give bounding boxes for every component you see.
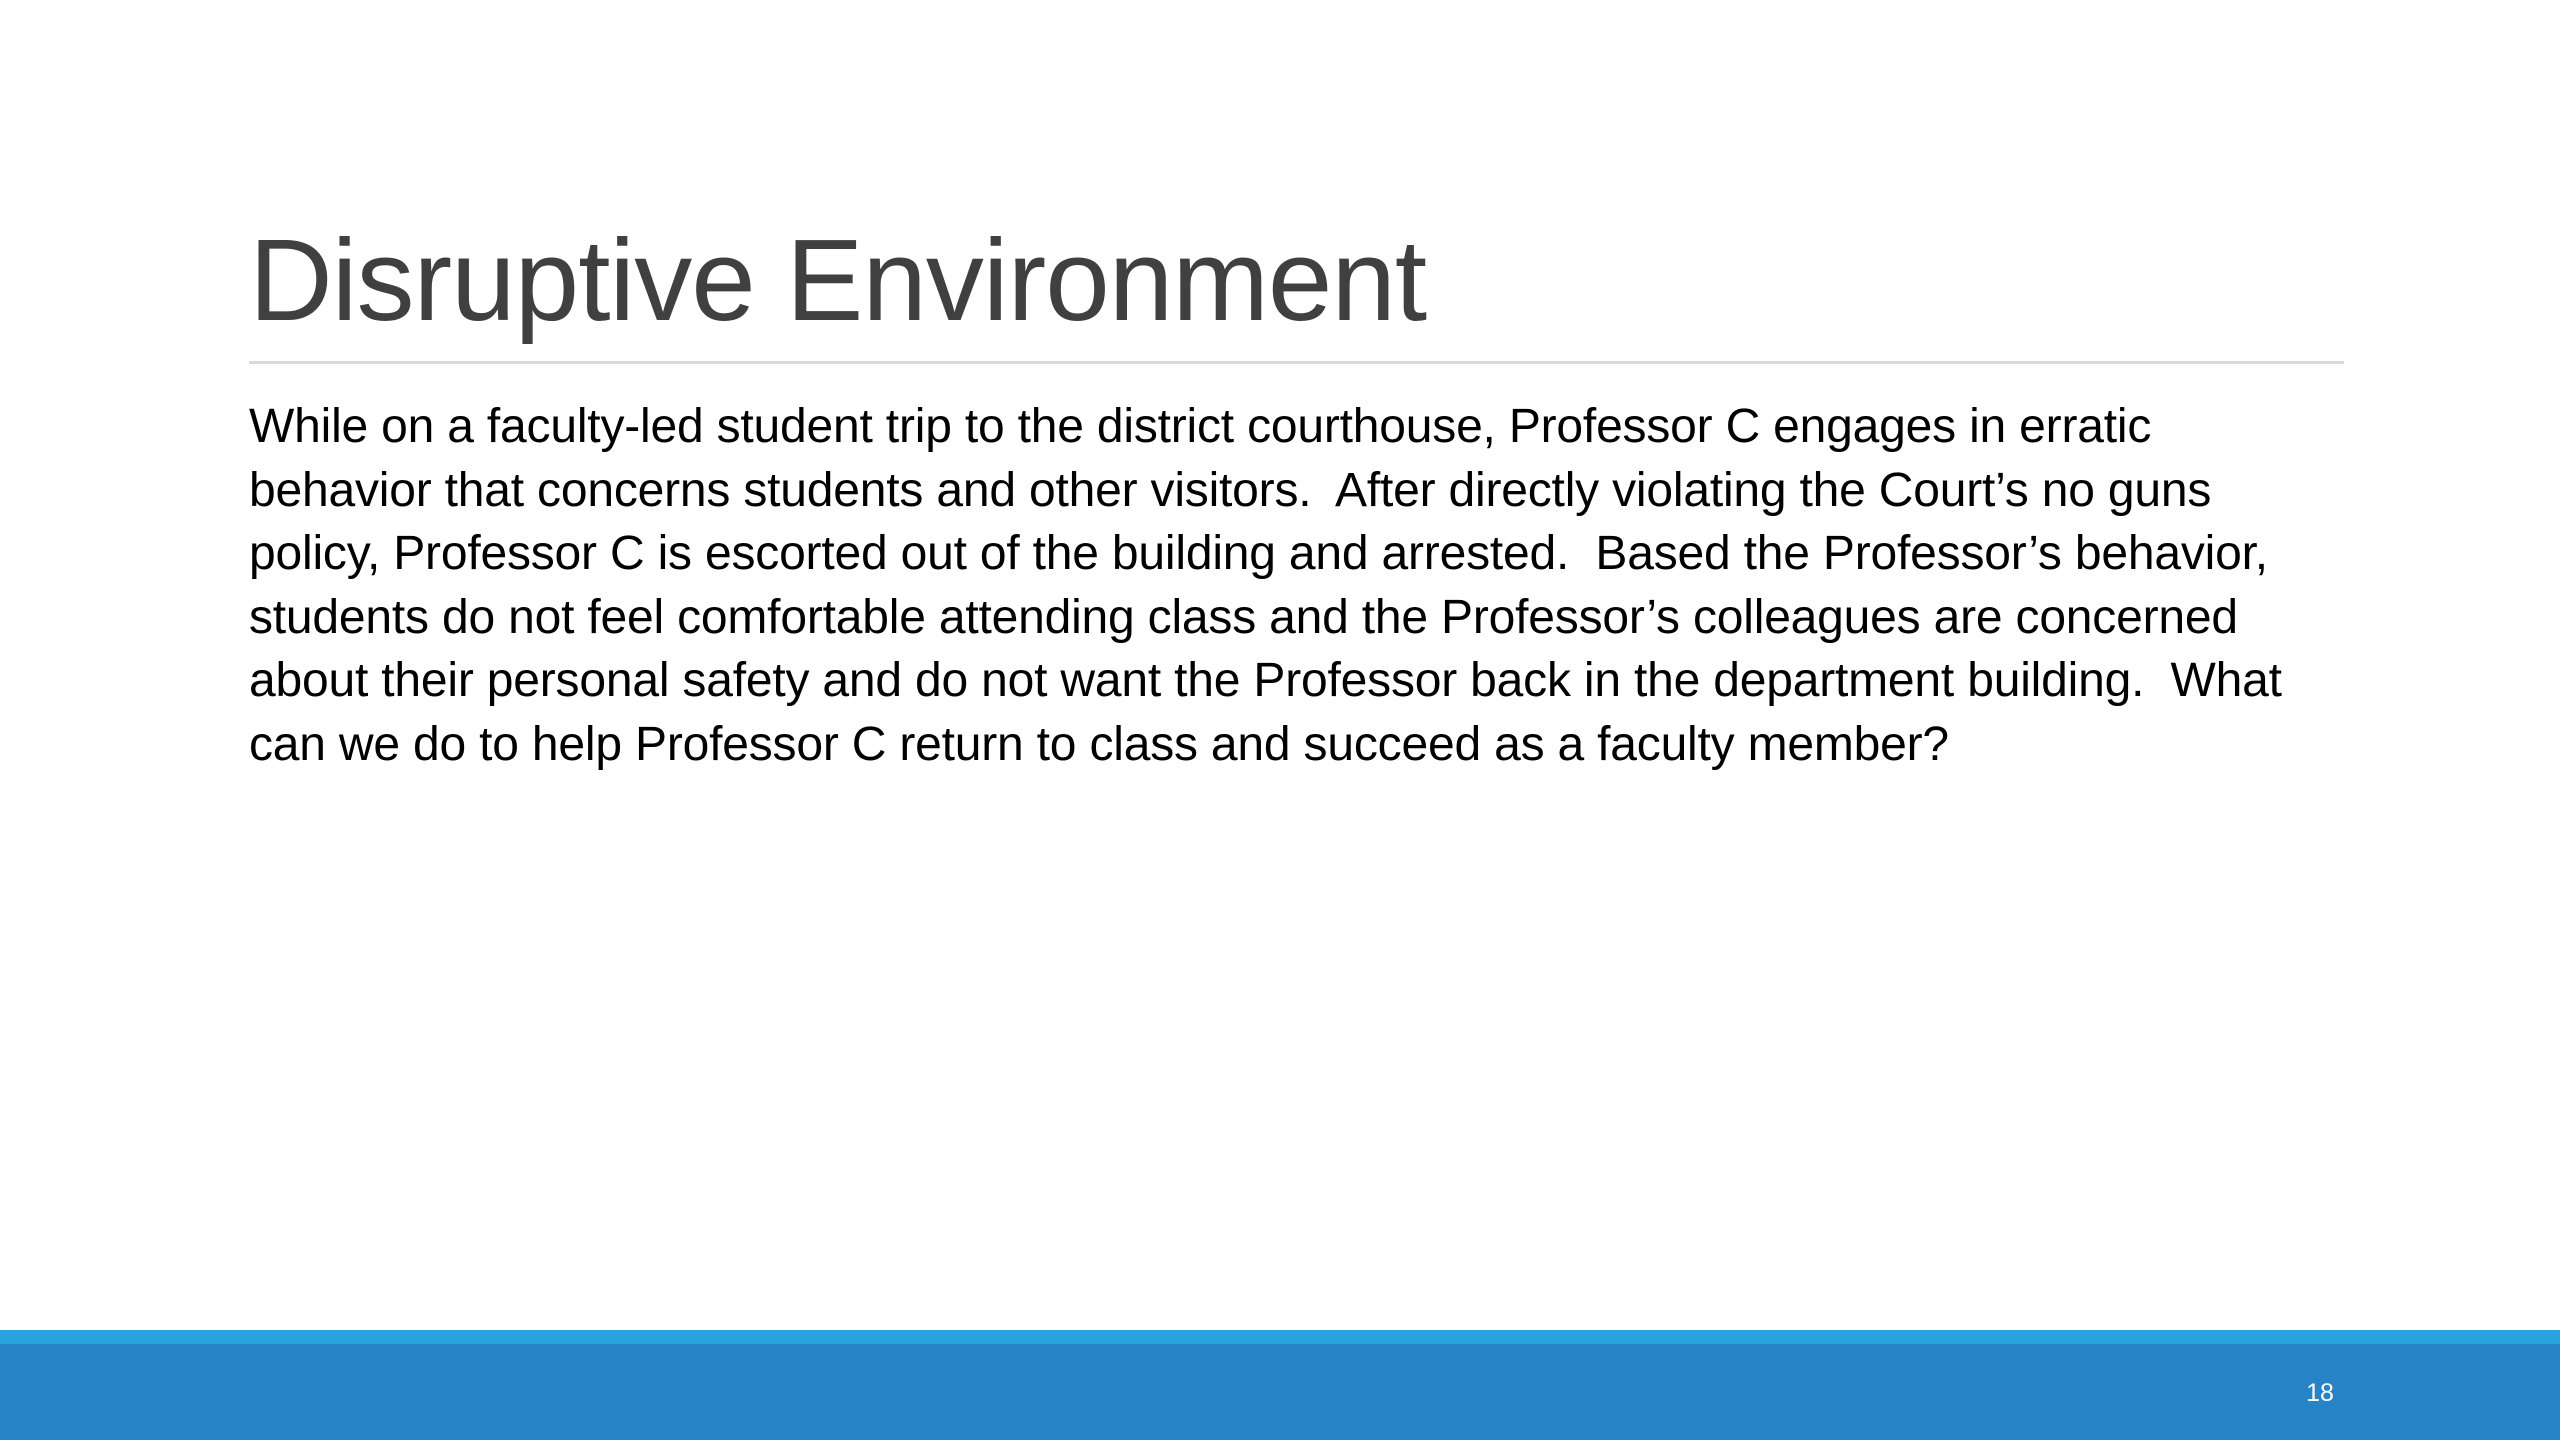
footer-accent-stripe [0,1330,2560,1344]
slide-number: 18 [2306,1379,2334,1407]
footer-band [0,1344,2560,1440]
title-divider [249,361,2344,364]
slide-title: Disruptive Environment [249,215,1427,345]
slide-body-text: While on a faculty-led student trip to the district courthouse, Professor C engages in erratic behavior that concerns students and other visitors. After directly violating the Court’s no guns policy, Professor C is escorted out of the building and arrested. Based the Professor’s behavior, students do not feel comfortable attending class and the Professor’s colleagues are concerned about their personal safety and do not want the Professor back in the department building. What can we do to help Professor C return to class and succeed as a faculty member? [249,400,2295,771]
